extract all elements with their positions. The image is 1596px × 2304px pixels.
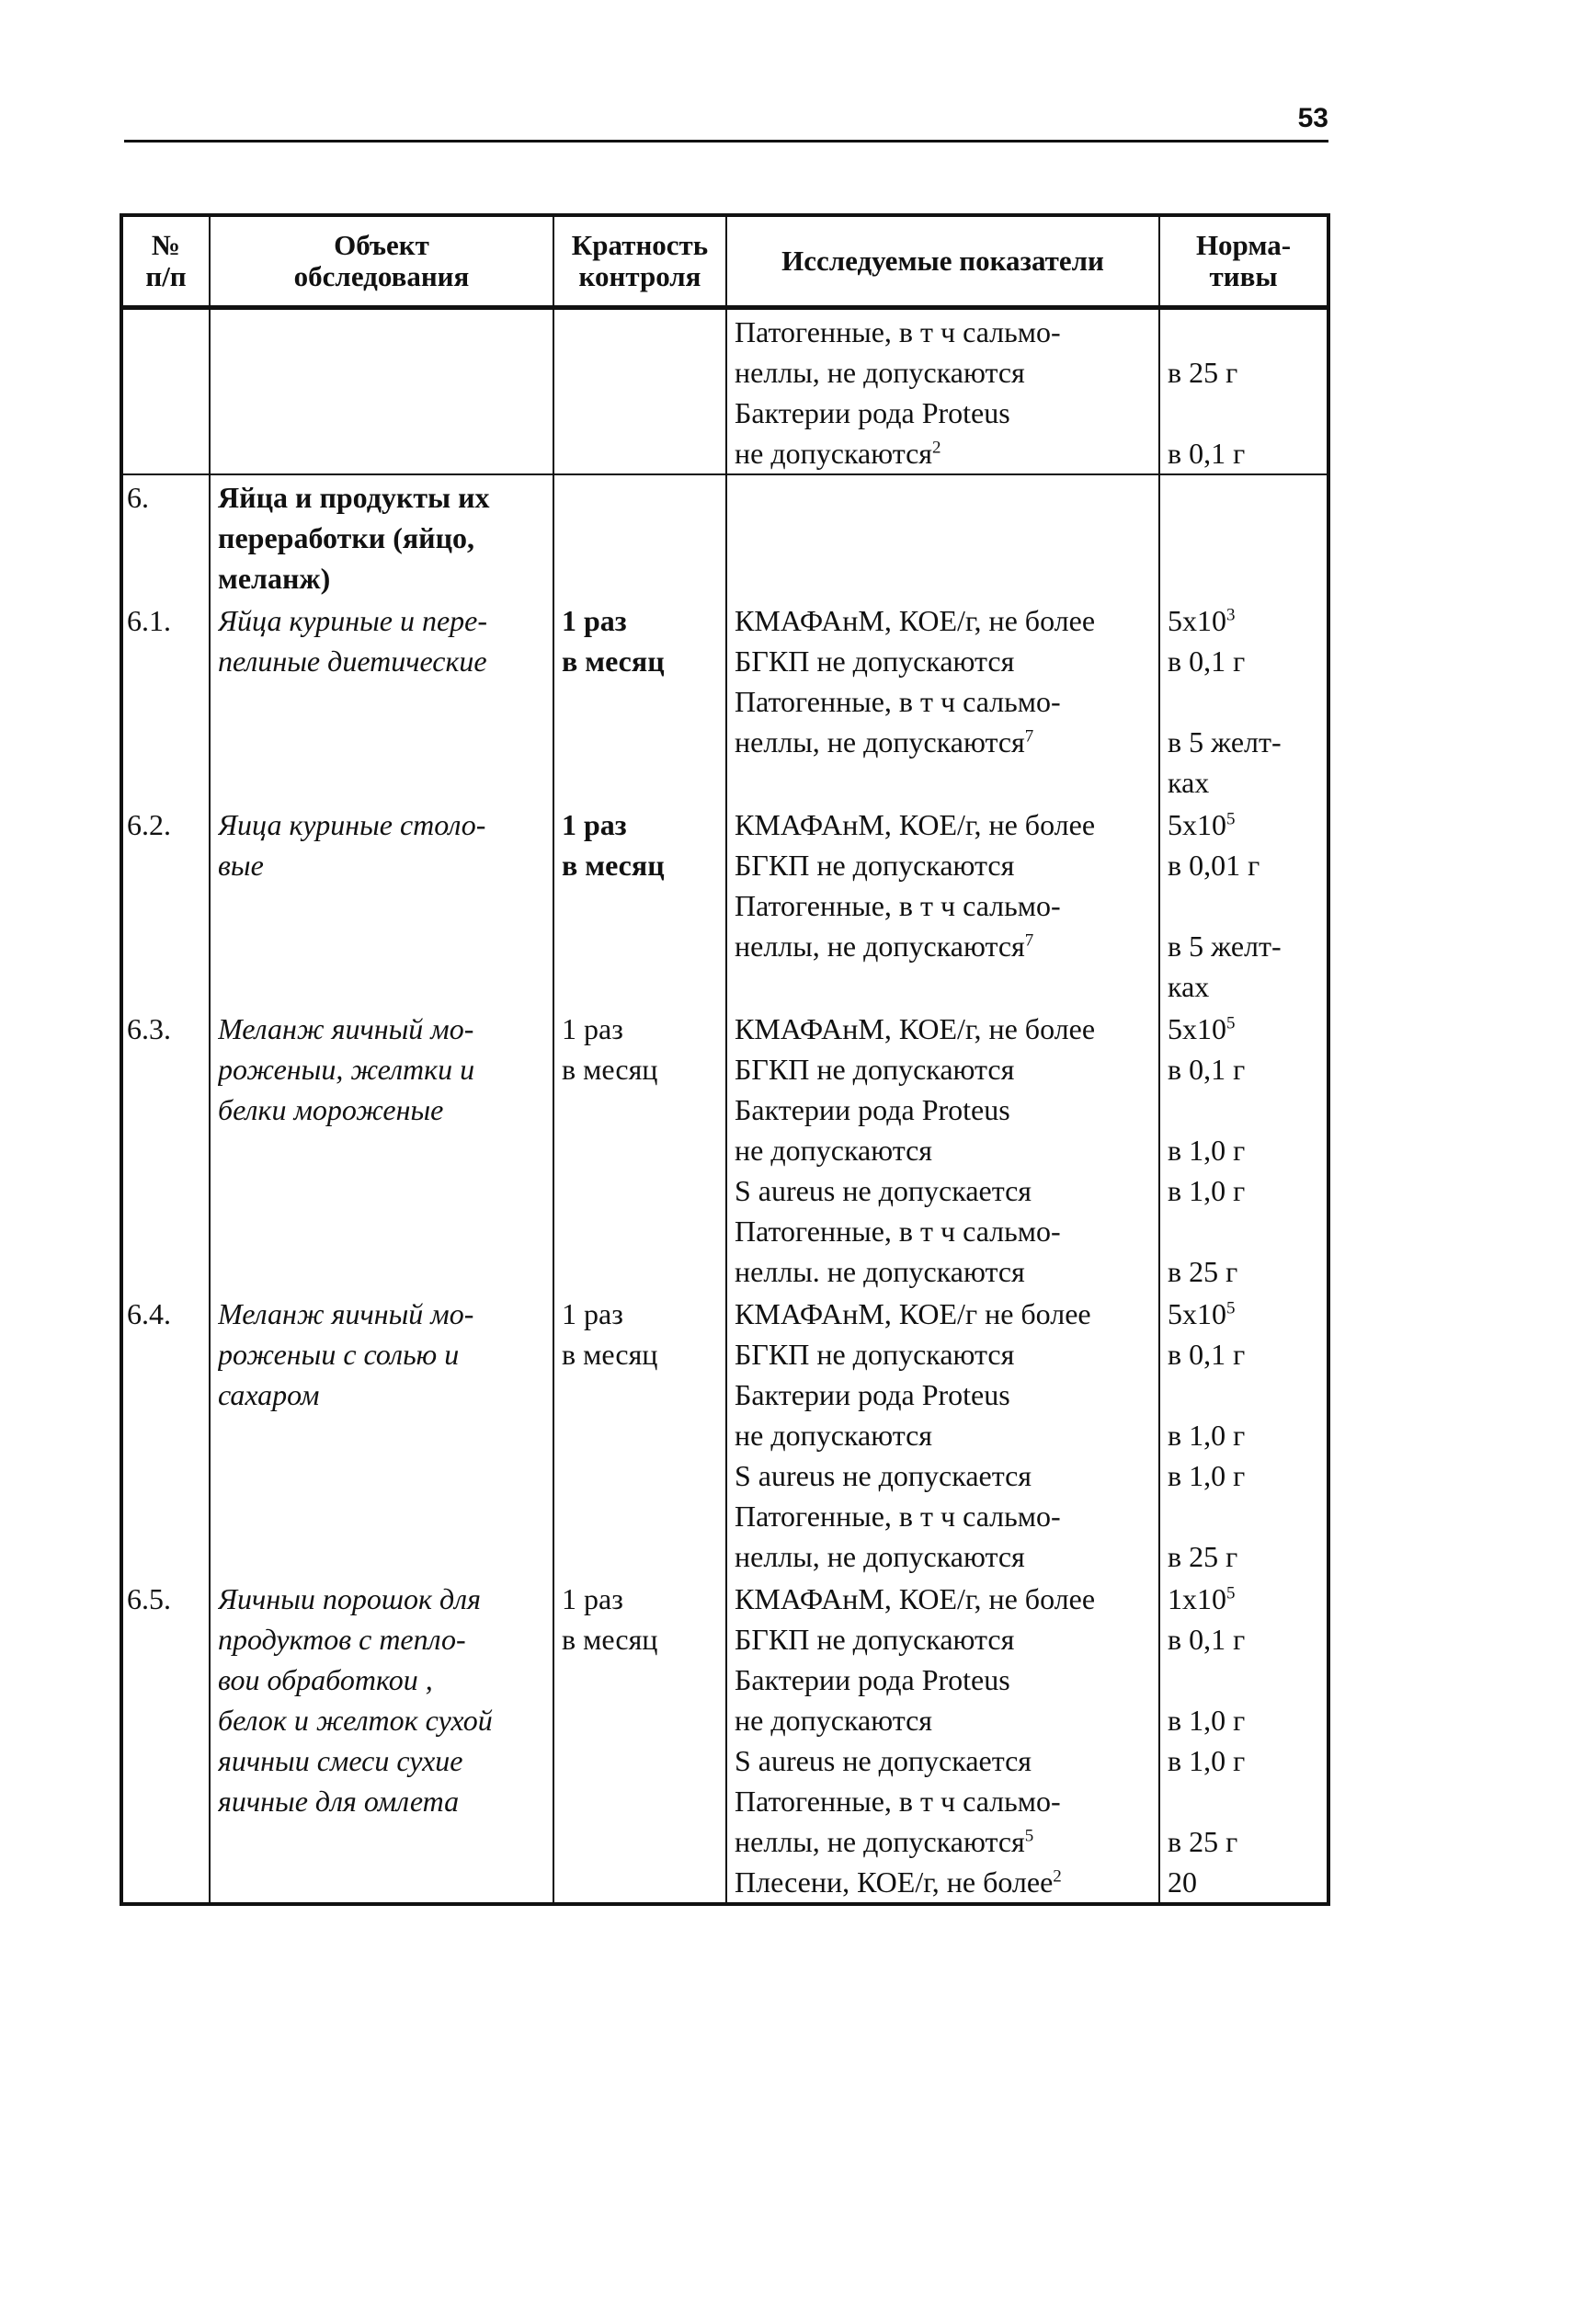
frequency-cell: 1 раз в месяц	[553, 1577, 726, 1904]
footnote-mark: 3	[1226, 605, 1236, 625]
row-number	[121, 308, 210, 475]
table-row	[121, 1292, 1328, 1577]
norms-cell: $5x10^5$ в 0,1 г в 1,0 г в 1,0 г в 25 г	[1159, 1007, 1328, 1292]
row-number: 6.1.	[121, 599, 210, 803]
row-number: 6.3.	[121, 1007, 210, 1292]
table-row	[121, 803, 1328, 1007]
frequency-cell	[553, 308, 726, 475]
header-norms: Норма- тивы	[1159, 215, 1328, 308]
header-object: Объект обследования	[210, 215, 553, 308]
indicators-cell: КМАФАнМ, КОЕ/г, не более БГКП не допускаются Патогенные, в т ч сальмо- неллы, не допускаются$^7$	[726, 599, 1159, 803]
frequency-cell	[553, 474, 726, 599]
object-cell: Яйца куриные и пере- пелиные диетические	[210, 599, 553, 803]
footnote-mark: 5	[1024, 1826, 1034, 1846]
row-number: 6.	[121, 474, 210, 599]
norms-cell: $5x10^5$ в 0,01 г в 5 желт- ках	[1159, 803, 1328, 1007]
object-cell: Меланж яичный мо- роженыи, желтки и белки мороженые	[210, 1007, 553, 1292]
table-row	[121, 474, 1328, 599]
indicators-cell: Патогенные, в т ч сальмо- неллы, не допускаются Бактерии рода Proteus не допускаются$^2$	[726, 308, 1159, 475]
row-number: 6.5.	[121, 1577, 210, 1904]
object-cell: Меланж яичный мо- роженыи с солью и сахаром	[210, 1292, 553, 1577]
indicators-cell: КМАФАнМ, КОЕ/г, не более БГКП не допускаются Бактерии рода Proteus не допускаются S aureus не допускается Патогенные, в т ч сальмо- неллы, не допускаются$^5$ Плесени, КОЕ/г, не более$^2$	[726, 1577, 1159, 1904]
table-row	[121, 599, 1328, 803]
header-frequency: Кратность контроля	[553, 215, 726, 308]
footnote-mark: 2	[931, 438, 941, 458]
header-indicators: Исследуемые показатели	[726, 215, 1159, 308]
indicators-cell: КМАФАнМ, КОЕ/г не более БГКП не допускаются Бактерии рода Proteus не допускаются S aureus не допускается Патогенные, в т ч сальмо- неллы, не допускаются	[726, 1292, 1159, 1577]
object-cell: Яичныи порошок для продуктов с тепло- вои обработкои , белок и желток сухой яичныи смеси сухие яичные для омлета	[210, 1577, 553, 1904]
object-cell: Яйца и продукты их переработки (яйцо, меланж)	[210, 474, 553, 599]
sanitary-norms-table	[120, 213, 1330, 1906]
object-cell: Яица куриные столо- вые	[210, 803, 553, 1007]
frequency-cell: 1 раз в месяц	[553, 1007, 726, 1292]
frequency-cell: 1 раз в месяц	[553, 803, 726, 1007]
row-number: 6.4.	[121, 1292, 210, 1577]
row-number: 6.2.	[121, 803, 210, 1007]
footnote-mark: 7	[1024, 726, 1034, 747]
indicators-cell	[726, 474, 1159, 599]
frequency-cell: 1 раз в месяц	[553, 599, 726, 803]
norms-cell: в 25 г в 0,1 г	[1159, 308, 1328, 475]
object-cell	[210, 308, 553, 475]
table-row	[121, 1577, 1328, 1904]
norms-cell: $5x10^5$ в 0,1 г в 1,0 г в 1,0 г в 25 г	[1159, 1292, 1328, 1577]
footnote-mark: 5	[1226, 1298, 1236, 1318]
header-num: № п/п	[121, 215, 210, 308]
indicators-cell: КМАФАнМ, КОЕ/г, не более БГКП не допускаются Бактерии рода Proteus не допускаются S aureus не допускается Патогенные, в т ч сальмо- неллы. не допускаются	[726, 1007, 1159, 1292]
norms-cell: $1x10^5$ в 0,1 г в 1,0 г в 1,0 г в 25 г 20	[1159, 1577, 1328, 1904]
indicators-cell: КМАФАнМ, КОЕ/г, не более БГКП не допускаются Патогенные, в т ч сальмо- неллы, не допускаются$^7$	[726, 803, 1159, 1007]
footnote-mark: 2	[1053, 1866, 1062, 1887]
footnote-mark: 7	[1024, 930, 1034, 951]
norms-cell	[1159, 474, 1328, 599]
frequency-cell: 1 раз в месяц	[553, 1292, 726, 1577]
footnote-mark: 5	[1226, 1583, 1236, 1603]
table-header-row	[121, 215, 1328, 308]
footnote-mark: 5	[1226, 809, 1236, 829]
table-row	[121, 1007, 1328, 1292]
footnote-mark: 5	[1226, 1013, 1236, 1033]
page-number: 53	[1297, 103, 1328, 133]
table-row	[121, 308, 1328, 475]
norms-cell: $5x10^3$ в 0,1 г в 5 желт- ках	[1159, 599, 1328, 803]
header-rule	[124, 140, 1328, 143]
